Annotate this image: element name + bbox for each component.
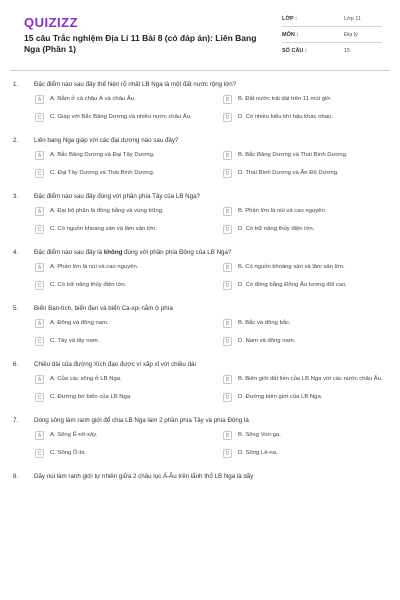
option-c[interactable] (35, 393, 215, 404)
option-text: A. Phần lớn là núi và cao nguyên. (50, 264, 139, 270)
option-letter-box: D (223, 225, 232, 234)
question-number: 6. (13, 361, 19, 368)
option-a[interactable] (35, 431, 215, 442)
answer-options (10, 95, 390, 124)
question-text: Liên bang Nga giáp với các đại dương nào sau đây? (34, 137, 179, 144)
meta-value: Lớp 11 (344, 15, 361, 22)
meta-label: MÔN : (282, 31, 299, 38)
question-2 (10, 137, 390, 180)
option-text: D. Sông Lê-na. (238, 450, 278, 456)
answer-options (10, 319, 390, 348)
meta-value: 15 (344, 47, 351, 54)
option-b[interactable] (223, 319, 400, 330)
option-a[interactable] (35, 319, 215, 330)
option-text: B. Biên giới đất liền của LB Nga với các nước châu Âu. (238, 376, 383, 382)
question-text: Chiều dài của đường Xích đạo được ví xấp xỉ với chiều dài (34, 361, 196, 368)
option-text: A. Nằm ở cả châu Á và châu Âu. (50, 96, 136, 102)
option-letter-box: D (223, 393, 232, 402)
option-a[interactable] (35, 95, 215, 106)
option-letter-box: A (35, 207, 44, 216)
answer-options (10, 207, 390, 236)
option-letter-box: B (223, 95, 232, 104)
option-c[interactable] (35, 169, 215, 180)
option-text: C. Đại Tây Dương và Thái Bình Dương. (50, 170, 155, 176)
question-1 (10, 81, 390, 124)
question-text-part: Đặc điểm nào sau đây là (34, 249, 104, 256)
option-b[interactable] (223, 207, 400, 218)
option-b[interactable] (223, 151, 400, 162)
answer-options (10, 431, 390, 460)
option-letter-box: C (35, 393, 44, 402)
option-a[interactable] (35, 151, 215, 162)
question-number: 4. (13, 249, 19, 256)
option-c[interactable] (35, 337, 215, 348)
option-a[interactable] (35, 207, 215, 218)
option-text: C. Có nguồn khoáng sản và lâm sản lớn. (50, 226, 158, 232)
option-b[interactable] (223, 95, 400, 106)
answer-options (10, 263, 390, 292)
question-4 (10, 249, 390, 292)
page-title: 15 câu Trắc nghiệm Địa Lí 11 Bài 8 (có đáp án): Liên Bang Nga (Phần 1) (24, 33, 257, 54)
option-d[interactable] (223, 169, 400, 180)
option-letter-box: D (223, 337, 232, 346)
option-letter-box: C (35, 449, 44, 458)
option-b[interactable] (223, 263, 400, 274)
question-text (34, 249, 390, 256)
answer-options (10, 375, 390, 404)
option-letter-box: A (35, 319, 44, 328)
option-letter-box: B (223, 263, 232, 272)
option-d[interactable] (223, 113, 400, 124)
question-8 (10, 473, 390, 480)
option-text: B. Đất nước trải dài trên 11 múi giờ. (238, 96, 332, 102)
quizizz-logo: QUIZIZZ (24, 15, 79, 30)
meta-label: LỚP : (282, 15, 297, 22)
option-letter-box: C (35, 169, 44, 178)
option-letter-box: A (35, 151, 44, 160)
meta-value: Địa lý (344, 31, 358, 38)
option-text: C. Có trữ năng thủy điện lớn. (50, 282, 127, 288)
option-text: D. Có trữ năng thủy điện lớn. (238, 226, 315, 232)
option-d[interactable] (223, 393, 400, 404)
option-c[interactable] (35, 113, 215, 124)
option-c[interactable] (35, 281, 215, 292)
question-text: Đặc điểm nào sau đây đúng với phần phía Tây của LB Nga? (34, 193, 200, 200)
option-text: B. Có nguồn khoáng sản và lâm sản lớn. (238, 264, 345, 270)
question-5 (10, 305, 390, 348)
meta-table (282, 11, 382, 58)
option-d[interactable] (223, 225, 400, 236)
option-letter-box: B (223, 151, 232, 160)
worksheet-header (10, 0, 390, 71)
option-text: A. Bắc Băng Dương và Đại Tây Dương. (50, 152, 155, 158)
question-number: 7. (13, 417, 19, 424)
option-letter-box: A (35, 375, 44, 384)
option-text: B. Phần lớn là núi và cao nguyên. (238, 208, 327, 214)
option-letter-box: B (223, 207, 232, 216)
option-letter-box: A (35, 431, 44, 440)
option-text: C. Đường bờ biển của LB Nga. (50, 394, 132, 400)
option-b[interactable] (223, 375, 400, 386)
option-text: D. Có đồng bằng Đông Âu tương đối cao. (238, 282, 347, 288)
question-number: 5. (13, 305, 19, 312)
question-text-part: đúng với phần phía Đông của LB Nga? (122, 249, 232, 256)
option-letter-box: C (35, 113, 44, 122)
option-letter-box: D (223, 281, 232, 290)
question-number: 8. (13, 473, 19, 480)
option-c[interactable] (35, 449, 215, 460)
question-text: Biển Ban-tích, biển đen và biển Ca-xpi nằm ở phía (34, 305, 173, 312)
option-text: A. Sông Ê-nít-xây. (50, 432, 98, 438)
option-letter-box: B (223, 319, 232, 328)
option-text: A. Đại bộ phận là đồng bằng và vùng trũng. (50, 208, 164, 214)
option-text: B. Bắc và đông bắc. (238, 320, 291, 326)
option-letter-box: C (35, 337, 44, 346)
option-letter-box: C (35, 225, 44, 234)
question-list (10, 71, 390, 480)
option-text: B. Sông Von-ga. (238, 432, 281, 438)
option-a[interactable] (35, 263, 215, 274)
option-letter-box: D (223, 169, 232, 178)
meta-row-class (282, 11, 382, 27)
option-letter-box: D (223, 449, 232, 458)
question-number: 2. (13, 137, 19, 144)
meta-row-count (282, 43, 382, 58)
question-7 (10, 417, 390, 460)
option-letter-box: D (223, 113, 232, 122)
meta-label: SỐ CÂU : (282, 47, 307, 54)
question-number: 3. (13, 193, 19, 200)
option-letter-box: B (223, 375, 232, 384)
question-text: Dòng sông làm ranh giới để chia LB Nga làm 2 phần phía Tây và phía Đông là (34, 417, 249, 424)
question-text-emphasis: không (103, 249, 123, 256)
option-letter-box: A (35, 263, 44, 272)
option-text: A. Của các sông ở LB Nga. (50, 376, 122, 382)
option-text: D. Nam và đông nam. (238, 338, 296, 344)
option-text: C. Giáp với Bắc Băng Dương và nhiều nước châu Âu. (50, 114, 192, 120)
question-3 (10, 193, 390, 236)
option-text: B. Bắc Băng Dương và Thái Bình Dương. (238, 152, 348, 158)
question-6 (10, 361, 390, 404)
question-text: Đặc điểm nào sau đây thể hiện rõ nhất LB Nga là một đất nước rộng lớn? (34, 81, 237, 88)
option-text: C. Tây và tây nam. (50, 338, 100, 344)
option-d[interactable] (223, 449, 400, 460)
option-letter-box: C (35, 281, 44, 290)
option-text: D. Có nhiều kiểu khí hậu khác nhau. (238, 114, 333, 120)
option-d[interactable] (223, 337, 400, 348)
option-a[interactable] (35, 375, 215, 386)
option-c[interactable] (35, 225, 215, 236)
question-number: 1. (13, 81, 19, 88)
option-text: C. Sông Ô-bi. (50, 450, 86, 456)
option-b[interactable] (223, 431, 400, 442)
question-text: Dãy núi làm ranh giới tự nhiên giữa 2 châu lục Á-Âu trên lãnh thổ LB Nga là dãy (34, 473, 254, 480)
answer-options (10, 151, 390, 180)
option-text: A. Đông và đông nam. (50, 320, 109, 326)
option-d[interactable] (223, 281, 400, 292)
option-text: D. Thái Bình Dương và Ấn Độ Dương. (238, 170, 339, 176)
option-text: D. Đường biên giới của LB Nga. (238, 394, 323, 400)
option-letter-box: B (223, 431, 232, 440)
option-letter-box: A (35, 95, 44, 104)
meta-row-subject (282, 27, 382, 43)
